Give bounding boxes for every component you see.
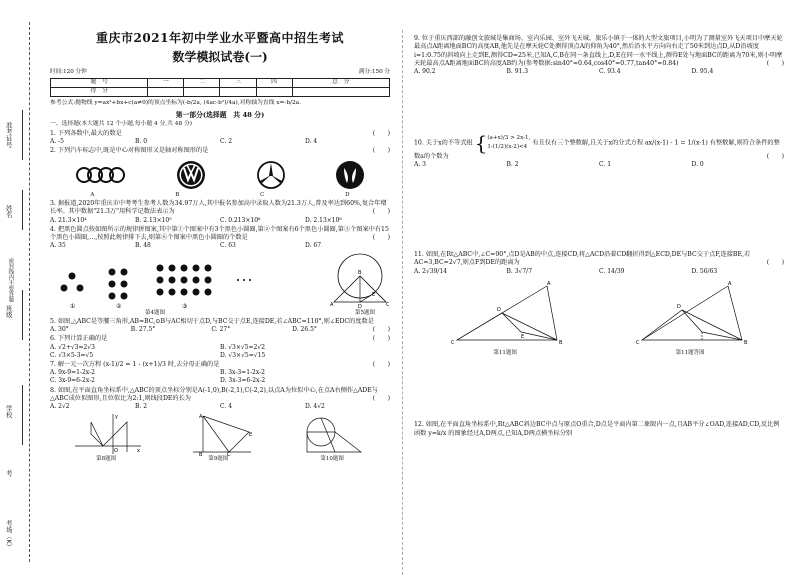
option: A. 2√39/14 — [414, 267, 448, 275]
option: D. 0 — [691, 160, 704, 168]
answer-paren: ( ) — [372, 234, 390, 242]
score-cell[interactable] — [292, 87, 389, 96]
question-1 — [50, 130, 390, 146]
label-room: 考场（K） — [4, 520, 13, 551]
score-header: 二 — [184, 78, 220, 87]
score-header: 三 — [220, 78, 256, 87]
ferris-wheel-figure — [189, 412, 255, 456]
answer-paren: ( ) — [372, 208, 390, 216]
svg-text:D: D — [496, 306, 501, 313]
option: A. 90.2 — [414, 68, 436, 76]
option: A. 3 — [414, 160, 426, 168]
question-6 — [50, 335, 390, 360]
column-divider — [402, 30, 403, 575]
option: A. 30° — [50, 326, 69, 334]
score-cell[interactable] — [220, 87, 256, 96]
audi-logo-icon — [75, 165, 127, 185]
option: D. 67 — [305, 242, 322, 250]
question-12 — [414, 421, 784, 438]
section-instructions: 一、选择题(本大题共 12 个小题,每小题 4 分,共 48 分) — [50, 120, 193, 127]
question-stem: 11. 如图,在Rt△ABC中,∠C=90°,点D是AB的中点,连接CD,将△ACD沿着CD翻折得到△ECD,DE与BC交于点F,连接BE,若AC=3,BC=2√7,则点F到DE的距离为 — [414, 250, 751, 267]
question-stem: 6. 下列计算正确的是 — [50, 335, 108, 343]
option: D. 56/63 — [691, 267, 718, 275]
option: B. 27.5° — [130, 326, 156, 334]
option: D. 4√2 — [305, 403, 325, 411]
svg-text:B: B — [199, 452, 203, 457]
option: B. 48 — [135, 242, 151, 250]
question-stem: 10. 关于x的不等式组 — [414, 139, 473, 147]
pattern-label: ③ — [182, 302, 188, 310]
question-stem: 1. 下列各数中,最大的数是 — [50, 129, 122, 137]
option: B. √3×√5=2√2 — [220, 343, 266, 351]
question-stem: 8. 如图,在平面直角坐标系中,△ABC的顶点坐标分别是A(-1,0),B(-2,1),C(-2,2),以点A为位似中心,在点A右侧作△ADE与△ABC成位似图形,且位似比为2:1,则线段DE的长为 — [50, 386, 378, 402]
dongfeng-logo-icon — [335, 160, 365, 190]
option: B. 3√7/7 — [506, 267, 533, 275]
question-stem: 3. 据报道,2020年重庆市中考考生参考人数为34.97万人,其中报名参加高中录取人数为21.3万人,普及率达到60%,复合年增长率。其中数据"21.3万"用科学记数法表示为 — [50, 199, 387, 216]
label-kao: 考 — [4, 470, 13, 477]
question-stem: 4. 把黑色圆点按如图所示的规律拼图案,其中第①个图案中有3个黑色小圆圈,第②个图案有6个黑色小圆圈,第③个图案中有15个黑色小圆圈,…,按照此规律排下去,则第⑥个图案中黑色小圆圈的个数是 — [50, 225, 389, 242]
reference-formula: 参考公式:抛物线 y=ax²+bx+c(a≠0)的顶点坐标为(-b/2a, (4ac-b²)/4a),对称轴为直线 x=-b/2a. — [50, 99, 301, 106]
option: B. 0 — [135, 138, 148, 146]
figure-caption: 第11题图 — [493, 349, 517, 356]
inequality: (a+x)/3 > 2x-1, — [487, 134, 531, 141]
svg-text:x: x — [137, 448, 140, 455]
score-row-label: 得 分 — [51, 87, 148, 96]
option: B. 2.13×10⁵ — [135, 216, 172, 224]
svg-text:D: D — [676, 303, 681, 310]
dot-pattern-figure — [50, 262, 270, 310]
option: C. 14/39 — [599, 267, 625, 275]
question-7 — [50, 361, 390, 386]
score-header: 总 分 — [292, 78, 389, 87]
question-stem: 2. 下列汽车标志中,既是中心对称图形又是轴对称图形的是 — [50, 147, 209, 155]
fold-line — [29, 22, 30, 562]
car-logos — [50, 158, 390, 192]
label-school: 学校 — [4, 405, 13, 418]
score-header: 四 — [256, 78, 292, 87]
left-column — [50, 30, 390, 465]
svg-text:B: B — [558, 339, 562, 346]
svg-text:D: D — [358, 303, 362, 310]
score-cell[interactable] — [148, 87, 184, 96]
answer-paren: ( ) — [766, 152, 784, 160]
exam-time: 时间:120 分钟 — [50, 69, 87, 76]
svg-text:y: y — [115, 414, 118, 421]
svg-text:C: C — [635, 339, 639, 346]
circle-triangle-figure — [330, 252, 390, 310]
figure-caption: 第8题图 — [96, 456, 117, 463]
write-line — [22, 190, 23, 230]
answer-figure — [301, 412, 367, 456]
figure-row-11 — [414, 280, 784, 350]
option: C. 27° — [211, 326, 231, 334]
answer-paren: ( ) — [372, 335, 390, 343]
question-11 — [414, 251, 784, 357]
option: B. 91.3 — [506, 68, 529, 76]
svg-text:A: A — [199, 414, 203, 421]
svg-text:B: B — [358, 269, 362, 276]
option: C. √3×5-3=√5 — [50, 351, 94, 359]
exam-full-score: 满分:150 分 — [358, 69, 390, 76]
svg-text:C: C — [386, 301, 390, 308]
figure-row-8 — [50, 412, 390, 456]
figure-caption: 第9题图 — [208, 456, 229, 463]
option: D. 4 — [305, 138, 318, 146]
option: B. 2 — [506, 160, 519, 168]
pattern-label: ② — [116, 302, 122, 310]
label-no-answer: 密封线内不要答题 — [7, 258, 14, 302]
answer-paren: ( ) — [372, 326, 390, 334]
question-stem: 7. 解一元一次方程 (x-1)/2 = 1 - (x+1)/3 时,去分母正确的是 — [50, 361, 220, 368]
question-stem-cont: 有且仅有三个整数解,且关于x的分式方程 ax/(x-1) - 1 = 1/(x-1) 有整数解,则符合条件的整数a的个数为 — [414, 139, 780, 160]
inequality: 1-(1/2)(x-2)<4 — [487, 143, 528, 150]
svg-text:E: E — [520, 333, 524, 340]
svg-text:E: E — [372, 291, 376, 298]
fold-triangle-figure — [447, 280, 567, 350]
option: A. 2√2 — [50, 403, 70, 411]
option: D. 26.5° — [292, 326, 317, 334]
option: D. √3×√5=√15 — [220, 351, 266, 359]
answer-paren: ( ) — [372, 394, 390, 402]
right-column — [414, 34, 784, 440]
question-5 — [50, 318, 390, 334]
exam-subtitle: 数学模拟试卷(一) — [172, 50, 268, 65]
option: B. 3x-3=1-2x-2 — [220, 369, 265, 377]
svg-text:B: B — [743, 339, 747, 346]
option: C. 0.213×10⁶ — [220, 216, 261, 224]
fold-triangle-answer-figure — [632, 280, 752, 350]
figure-caption: 第4题图 — [145, 309, 165, 316]
svg-text:A: A — [546, 280, 550, 287]
figure-caption: 第11题答图 — [675, 349, 705, 356]
pattern-label: ① — [70, 302, 76, 310]
question-10 — [414, 130, 784, 169]
write-line — [22, 290, 23, 340]
answer-paren: ( ) — [372, 147, 390, 155]
question-stem: 12. 如图,在平面直角坐标系中,Rt△ABC斜边BC中点与原点O重合,D点是平面内第二象限内一点,且AB平分∠OAD,连接AD,CD,反比例函数 y=k/x 的图象经过A,D两点,已知A,D两点横坐标分别 — [414, 421, 780, 437]
svg-text:O: O — [114, 448, 118, 455]
option: C. 93.4 — [599, 68, 621, 76]
option: A. 21.3×10⁴ — [50, 216, 87, 224]
label-name: 姓名 — [4, 205, 13, 218]
question-3 — [50, 200, 390, 225]
mercedes-logo-icon — [256, 160, 286, 190]
logo-label: A — [90, 191, 95, 198]
option: C. 2 — [220, 138, 233, 146]
score-cell[interactable] — [256, 87, 292, 96]
inequality-system: { (a+x)/3 > 2x-1, 1-(1/2)(x-2)<4 — [474, 130, 531, 155]
score-cell[interactable] — [184, 87, 220, 96]
write-line — [22, 385, 23, 445]
exam-title: 重庆市2021年初中学业水平暨高中招生考试 — [96, 31, 344, 45]
svg-text:A: A — [727, 280, 731, 287]
logo-label: B — [175, 191, 180, 198]
part1-title: 第一部分(选择题 共 48 分) — [175, 110, 265, 119]
score-header: 一 — [148, 78, 184, 87]
label-exam-number: 准考证号 — [4, 122, 13, 148]
question-9 — [414, 35, 784, 77]
svg-text:C: C — [450, 339, 454, 346]
option: C. 63 — [220, 242, 236, 250]
volkswagen-logo-icon — [176, 160, 206, 190]
option: C. 1 — [599, 160, 612, 168]
option: D. 2.13×10⁶ — [305, 216, 342, 224]
logo-label: C — [260, 191, 265, 198]
question-2 — [50, 147, 390, 199]
option: D. 95.4 — [691, 68, 714, 76]
option: B. 2 — [135, 403, 148, 411]
figure-caption: 第5题图 — [355, 309, 375, 316]
score-header: 题 号 — [51, 78, 148, 87]
option: A. -5 — [50, 138, 64, 146]
label-class: 班级 — [4, 305, 13, 318]
logo-label: D — [345, 191, 350, 198]
option: C. 4 — [220, 403, 233, 411]
svg-text:A: A — [330, 301, 334, 308]
option: D. 3x-3=6-2x-2 — [220, 377, 266, 385]
score-table — [50, 78, 390, 97]
write-line — [22, 110, 23, 160]
option: A. √2+√3=2√3 — [50, 343, 95, 351]
exam-meta — [50, 69, 390, 77]
svg-text:C: C — [227, 452, 231, 457]
option: A. 35 — [50, 242, 66, 250]
figure-row-4-5 — [50, 252, 390, 310]
answer-paren: ( ) — [766, 259, 784, 267]
answer-paren: ( ) — [372, 361, 390, 368]
option: C. 3x-9=6-2x-2 — [50, 377, 95, 385]
question-8 — [50, 387, 390, 464]
figure-captions-4-5 — [50, 310, 390, 317]
svg-text:E: E — [249, 432, 253, 439]
question-stem: 5. 如图,△ABC是等腰三角形,AB=BC,⊙B与AC相切于点D,与BC交于点E,连接DE,若∠ABC=110°,则∠EDC的度数是 — [50, 318, 374, 325]
figure-caption: 第10题图 — [320, 456, 344, 463]
option: A. 9x-9=1-2x-2 — [50, 369, 95, 377]
binding-margin — [0, 0, 38, 584]
answer-paren: ( ) — [766, 60, 784, 68]
question-4 — [50, 226, 390, 317]
question-stem: 9. 位于重庆西部的融创文旅城是集商场、室内乐园、室外飞天城、旅乐小镇于一体的大型文旅项目,小明为了测量室外飞天项目中摩天轮最高点A距离地面BC的高度AB,他先是在摩天轮C处测得顶点A的仰角为40°,然后沿水平方向向右走了50米到达点D,从D沿坡度i=1:0.75的斜坡向上走到E,测得CD=25米,已知A,C,B在同一条直线上,D,E在同一水平线上,测得E处与地面BC的距离为70米,则小明摩天轮最高点A距离地面BC的高度AB约为(参考数据:sin40°≈0.64,cos40°≈0.77,tan40°≈0.84) — [414, 35, 783, 68]
answer-paren: ( ) — [372, 129, 390, 137]
coordinate-figure — [73, 412, 143, 456]
